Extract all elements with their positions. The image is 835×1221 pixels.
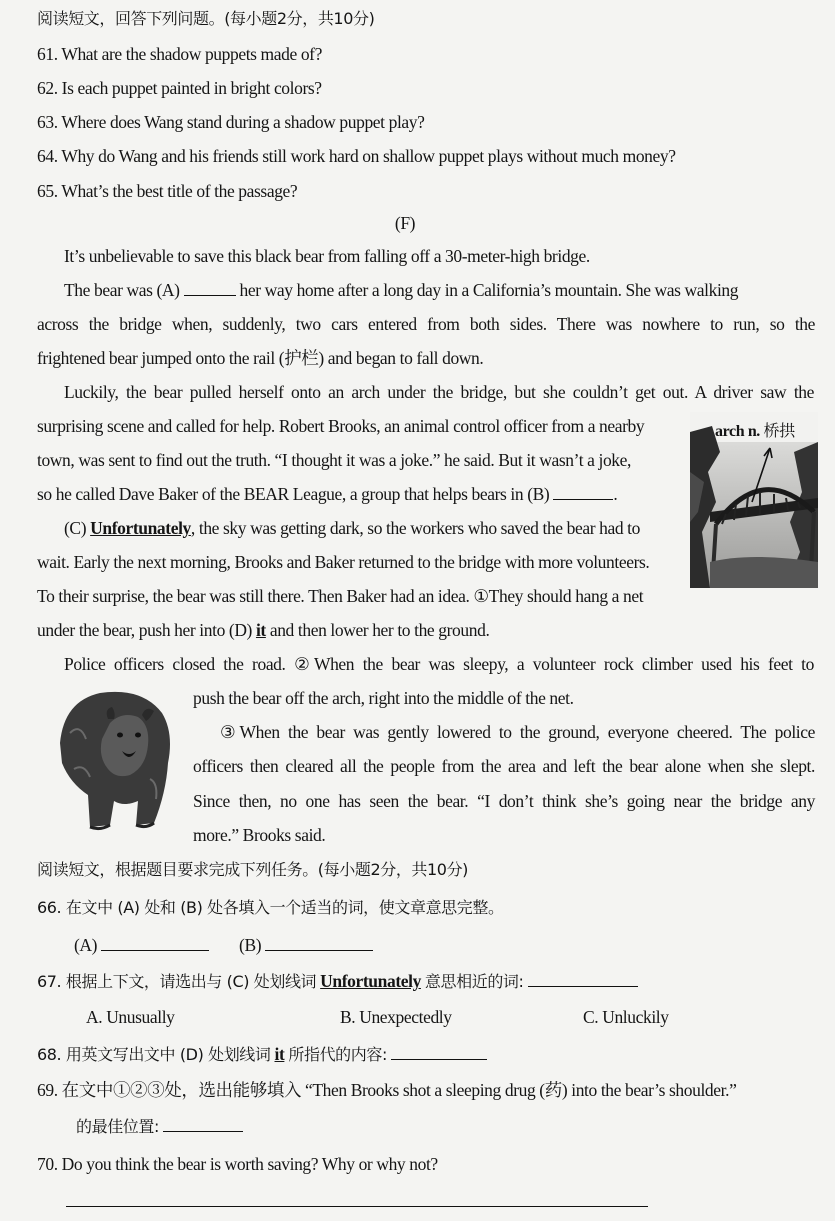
- question-67: [37, 970, 815, 993]
- passage-p6-line3: Since then, no one has seen the bear. “I don’t think she’s going near the bridge any: [193, 791, 815, 811]
- unfortunately-underlined: Unfortunately: [90, 518, 191, 538]
- passage-p2-a: The bear was (A): [64, 280, 180, 300]
- arch-caption: [715, 420, 825, 443]
- question-66-answers: [74, 934, 835, 956]
- question-66: 66. 在文中 (A) 处和 (B) 处各填入一个适当的词，使文章意思完整。: [37, 898, 504, 917]
- q68-answer[interactable]: [391, 1045, 487, 1060]
- q68-text-b: 所指代的内容:: [288, 1045, 387, 1064]
- question-64: 64. Why do Wang and his friends still work hard on shallow puppet plays without much money?: [37, 146, 676, 166]
- q66-answer-a[interactable]: [101, 936, 209, 951]
- passage-p3-line1: Luckily, the bear pulled herself onto an arch under the bridge, but she couldn’t get out. A driver saw the: [64, 382, 814, 402]
- question-69: 69. 在文中①②③处，选出能够填入 “Then Brooks shot a sleeping drug (药) into the bear’s shoulder.”: [37, 1080, 737, 1100]
- passage-p3-line2: surprising scene and called for help. Robert Brooks, an animal control officer from a nearby: [37, 416, 645, 436]
- q68-word: it: [274, 1044, 285, 1064]
- passage-p4-line3: To their surprise, the bear was still there. Then Baker had an idea. ①They should hang a net: [37, 586, 644, 606]
- blank-a: [184, 281, 236, 296]
- q70-answer-line[interactable]: [66, 1206, 648, 1207]
- passage-p4-line4-b: and then lower her to the ground.: [269, 620, 490, 640]
- passage-p5-line1: Police officers closed the road. ②When the bear was sleepy, a volunteer rock climber used his feet to: [64, 654, 814, 674]
- passage-p4-line1-rest: , the sky was getting dark, so the workers who saved the bear had to: [190, 518, 640, 538]
- passage-p4-line2: wait. Early the next morning, Brooks and Baker returned to the bridge with more volunteers.: [37, 552, 650, 572]
- passage-p2-line3: frightened bear jumped onto the rail (护栏) and began to fall down.: [37, 348, 484, 368]
- passage-p3-line4: so he called Dave Baker of the BEAR League, a group that helps bears in (B) .: [37, 484, 618, 504]
- passage-p2-line1: [64, 279, 814, 301]
- it-underlined: it: [255, 620, 266, 640]
- q68-text-a: 68. 用英文写出文中 (D) 处划线词: [37, 1045, 271, 1064]
- section2-header: 阅读短文，根据题目要求完成下列任务。(每小题2分，共10分): [37, 860, 469, 879]
- passage-p3-line4-text: so he called Dave Baker of the BEAR League, a group that helps bears in (B): [37, 484, 550, 504]
- question-68: [37, 1043, 815, 1066]
- q67-text-b: 意思相近的词:: [424, 972, 524, 991]
- passage-p4-line4: [37, 619, 815, 641]
- q67-text-a: 67. 根据上下文，请选出与 (C) 处划线词: [37, 972, 317, 991]
- q67-option-c: C. Unluckily: [583, 1007, 669, 1027]
- passage-p2-b: her way home after a long day in a California’s mountain. She was walking: [239, 280, 739, 300]
- passage-p2-line2: across the bridge when, suddenly, two cars entered from both sides. There was nowhere to run, so the: [37, 314, 815, 334]
- q66-label-b: (B): [239, 935, 262, 955]
- passage-label: (F): [394, 213, 416, 233]
- passage-p4-line1: [64, 517, 684, 539]
- passage-p4-line4-a: under the bear, push her into (D): [37, 620, 252, 640]
- arch-caption-cn: 桥拱: [763, 421, 795, 440]
- passage-p3-line3: town, was sent to find out the truth. “I thought it was a joke.” he said. But it wasn’t a joke,: [37, 450, 632, 470]
- question-61: 61. What are the shadow puppets made of?: [37, 44, 322, 64]
- blank-b: [553, 485, 613, 500]
- passage-p1: It’s unbelievable to save this black bear from falling off a 30-meter-high bridge.: [64, 246, 590, 266]
- arch-caption-en: arch n.: [715, 423, 760, 440]
- q69-text-b: 的最佳位置:: [76, 1117, 159, 1136]
- passage-p6-line2: officers then cleared all the people from the area and left the bear alone when she slept.: [193, 756, 815, 776]
- section1-header: 阅读短文，回答下列问题。(每小题2分，共10分): [37, 9, 375, 28]
- question-63: 63. Where does Wang stand during a shadow puppet play?: [37, 112, 425, 132]
- passage-p6-line1: ③When the bear was gently lowered to the ground, everyone cheered. The police: [220, 722, 815, 742]
- q66-label-a: (A): [74, 935, 98, 955]
- q67-word: Unfortunately: [320, 971, 421, 991]
- passage-p4-pre: (C): [64, 518, 87, 538]
- passage-p6-line4: more.” Brooks said.: [193, 825, 326, 845]
- q66-answer-b[interactable]: [265, 936, 373, 951]
- q67-option-b: B. Unexpectedly: [340, 1007, 452, 1027]
- bear-image: [50, 683, 180, 833]
- q69-answer[interactable]: [163, 1117, 243, 1132]
- question-69-answer-line: [76, 1115, 835, 1138]
- q67-answer[interactable]: [528, 972, 638, 987]
- question-70: 70. Do you think the bear is worth saving? Why or why not?: [37, 1154, 438, 1174]
- passage-p5-line2: push the bear off the arch, right into the middle of the net.: [193, 688, 574, 708]
- q67-option-a: A. Unusually: [86, 1007, 175, 1027]
- question-62: 62. Is each puppet painted in bright colors?: [37, 78, 322, 98]
- question-65: 65. What’s the best title of the passage?: [37, 181, 298, 201]
